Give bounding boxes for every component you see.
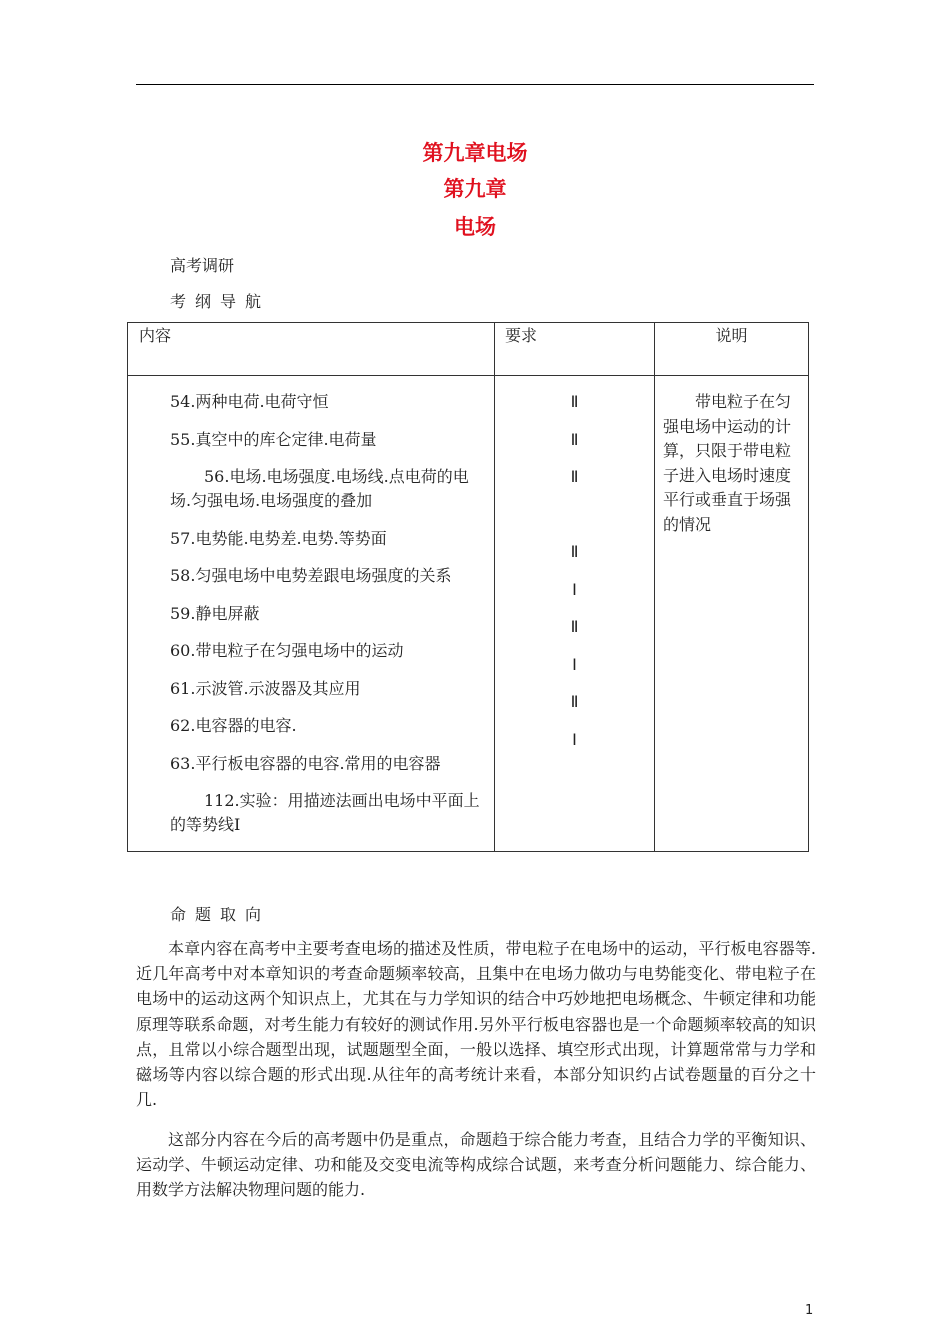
table-body-row	[128, 376, 809, 852]
requirement-level: Ⅰ	[572, 579, 577, 599]
list-item: 55.真空中的库仑定律.电荷量	[170, 429, 377, 449]
paragraph: 本章内容在高考中主要考查电场的描述及性质，带电粒子在电场中的运动，平行板电容器等.近几年高考中对本章知识的考查命题频率较高，且集中在电场力做功与电势能变化、带电粒子在电场中的运动这两个知识点上，尤其在与力学知识的结合中巧妙地把电场概念、牛顿定律和功能原理等联系命题，对考生能力有较好的测试作用.另外平行板电容器也是一个命题频率较高的知识点，且常以小综合题型出现，试题题型全面，一般以选择、填空形式出现，计算题常常与力学和磁场等内容以综合题的形式出现.从往年的高考统计来看，本部分知识约占试卷题量的百分之十几.	[136, 939, 816, 1110]
section-survey: 高考调研	[170, 256, 235, 275]
list-item: 63.平行板电容器的电容.常用的电容器	[170, 753, 441, 773]
requirement-level: Ⅰ	[572, 654, 577, 674]
list-item: 61.示波管.示波器及其应用	[170, 678, 361, 698]
page-number: 1	[805, 1303, 814, 1318]
list-item: 60.带电粒子在匀强电场中的运动	[170, 641, 404, 660]
header-note: 说明	[655, 323, 809, 376]
section-direction: 命题取向	[170, 905, 271, 924]
chapter-heading: 第九章	[443, 177, 507, 201]
header-content: 内容	[128, 323, 495, 376]
header-rule	[136, 84, 814, 85]
list-item: 58.匀强电场中电势差跟电场强度的关系	[170, 566, 452, 585]
table-header-row	[128, 323, 809, 376]
page-title: 第九章电场	[422, 141, 528, 165]
list-item: 54.两种电荷.电荷守恒	[170, 392, 329, 411]
requirement-level: Ⅱ	[570, 617, 579, 636]
requirement-cell	[495, 376, 655, 852]
section-outline-nav: 考纲导航	[170, 292, 271, 311]
content-cell	[128, 376, 495, 852]
requirement-level: Ⅱ	[570, 542, 579, 561]
list-item: 57.电势能.电势差.电势.等势面	[170, 528, 387, 548]
requirement-level: Ⅱ	[570, 692, 579, 711]
requirement-level: Ⅱ	[570, 429, 579, 449]
header-requirement: 要求	[495, 323, 655, 376]
note-text: 带电粒子在匀强电场中运动的计算，只限于带电粒子进入电场时速度平行或垂直于场强的情况	[663, 392, 792, 534]
list-item: 59.静电屏蔽	[170, 603, 260, 623]
requirement-level: Ⅰ	[572, 729, 577, 749]
syllabus-table	[127, 322, 809, 852]
paragraph: 这部分内容在今后的高考题中仍是重点，命题趋于综合能力考查，且结合力学的平衡知识、运动学、牛顿运动定律、功和能及交变电流等构成综合试题，来考查分析问题能力、综合能力、用数学方法解决物理问题的能力.	[136, 1130, 816, 1200]
note-cell	[655, 376, 809, 852]
requirement-level: Ⅱ	[570, 467, 579, 486]
requirement-level: Ⅱ	[570, 392, 579, 411]
subject-heading: 电场	[454, 215, 496, 239]
list-item: 56.电场.电场强度.电场线.点电荷的电场.匀强电场.电场强度的叠加	[170, 467, 469, 510]
list-item: 62.电容器的电容.	[170, 716, 297, 735]
list-item: 112.实验：用描迹法画出电场中平面上的等势线Ⅰ	[170, 791, 480, 834]
